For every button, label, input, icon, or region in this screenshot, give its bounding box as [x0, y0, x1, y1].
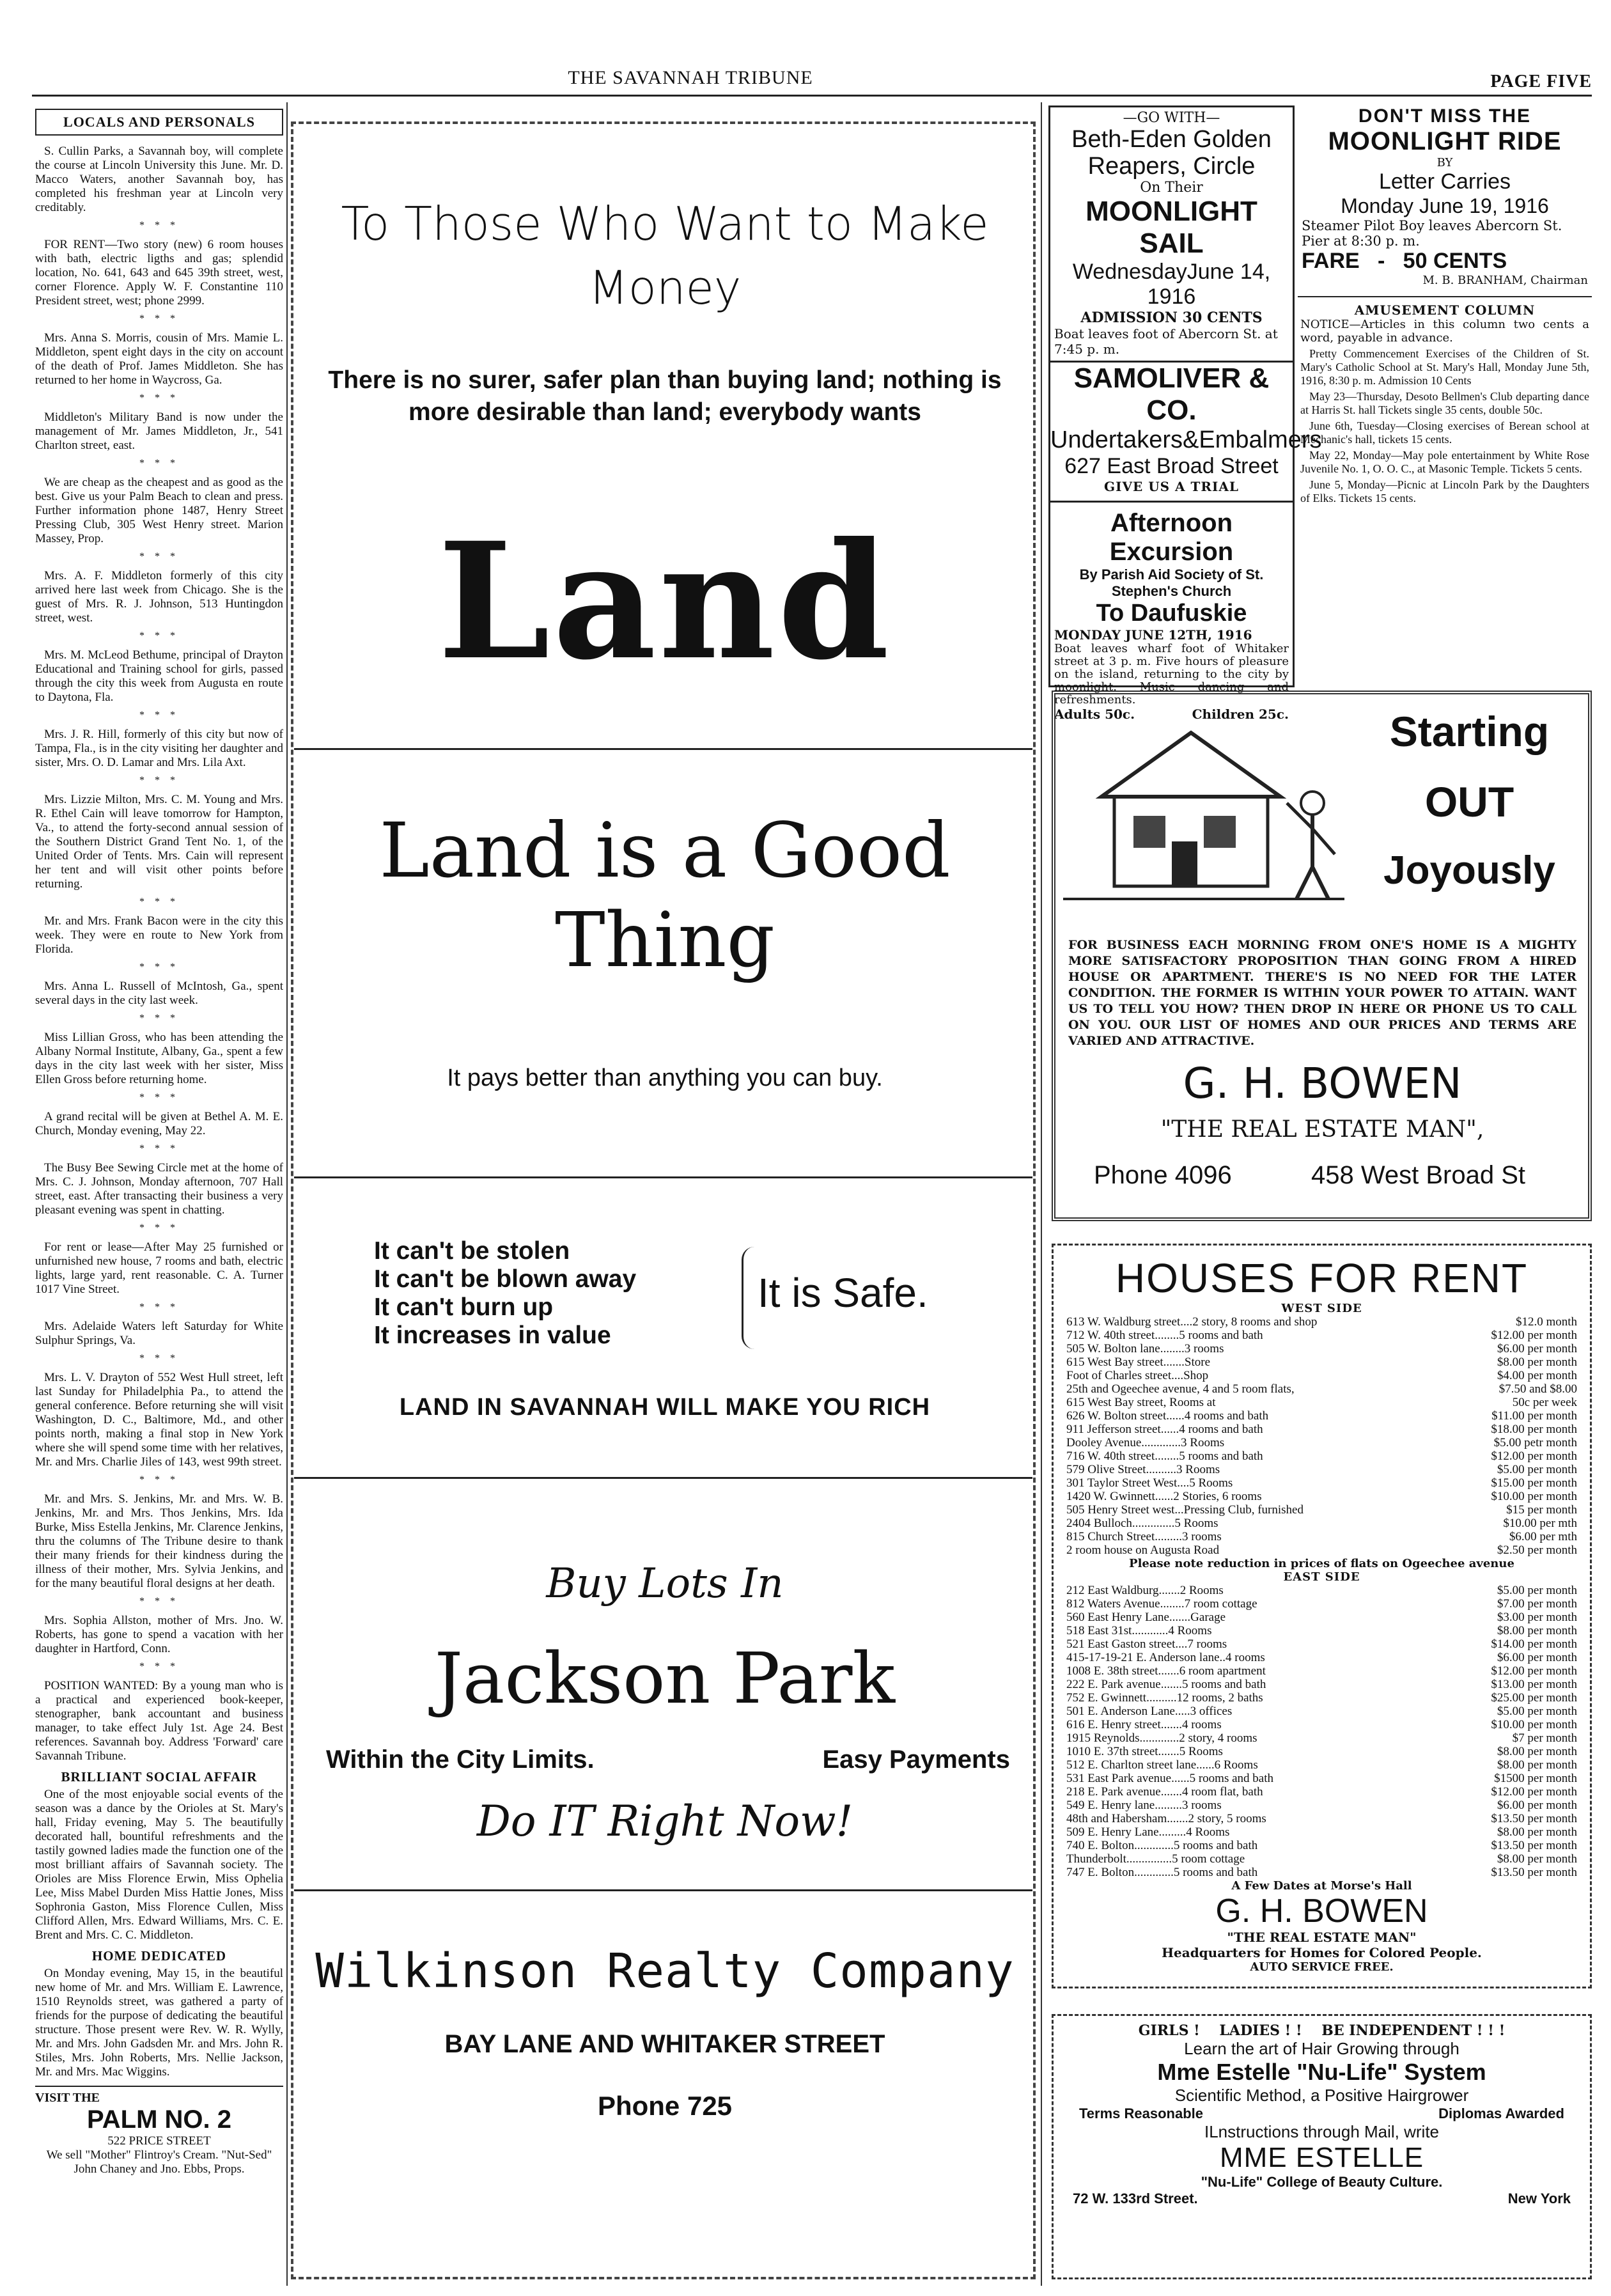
company-name: Wilkinson Realty Company	[315, 1944, 1015, 1999]
rent-row: 25th and Ogeechee avenue, 4 and 5 room flats, $7.50 and $8.00	[1066, 1382, 1577, 1396]
rent-row: 1010 E. 37th street.......5 Rooms $8.00 per month	[1066, 1745, 1577, 1758]
separator: * * *	[139, 1013, 179, 1024]
rent-row: Dooley Avenue.............3 Rooms $5.00 petr month	[1066, 1436, 1577, 1449]
social-heading: BRILLIANT SOCIAL AFFAIR	[61, 1769, 258, 1784]
cant-item: It can't be blown away	[374, 1265, 637, 1293]
excursion-date: MONDAY JUNE 12TH, 1916	[1054, 627, 1252, 643]
amusement-notice: NOTICE—Articles in this column two cents a word, payable in advance.	[1300, 318, 1589, 345]
rent-row: 531 East Park avenue......5 rooms and bath $1500 per month	[1066, 1772, 1577, 1785]
ride-chair: M. B. BRANHAM, Chairman	[1422, 274, 1588, 287]
amusement-item: Pretty Commencement Exercises of the Children of St. Mary's Catholic School at St. Mary's Hall, Monday June 5th, 1916, 8:30 p. m. Admission 10 Cents	[1300, 347, 1589, 387]
rent-row: 521 East Gaston street....7 rooms $14.00 per month	[1066, 1637, 1577, 1651]
amusement-item: May 22, Monday—May pole entertainment by White Rose Juvenile No. 1, O. O. C., at Masonic Temple. Tickets 5 cents.	[1300, 449, 1589, 475]
locals-item: For rent or lease—After May 25 furnished or unfurnished new house, 7 rooms and bath, electric lights, large yard, rent reasonable. C. A. Turner 1017 Vine Street.	[35, 1240, 283, 1296]
separator: * * *	[139, 313, 179, 324]
cant-item: It can't burn up	[374, 1293, 554, 1321]
land-good-thing: Land is a Good Thing	[379, 806, 951, 984]
page-number: PAGE FIVE	[1490, 72, 1592, 91]
estelle-instructions: ILnstructions through Mail, write	[1204, 2122, 1440, 2141]
locals-heading: LOCALS AND PERSONALS	[35, 109, 283, 136]
home-heading: HOME DEDICATED	[91, 1948, 227, 1964]
column-rule	[286, 102, 288, 2286]
rent-row: 1008 E. 38th street.......6 room apartment $12.00 per month	[1066, 1664, 1577, 1678]
samoliver-title: Undertakers&Embalmers	[1050, 426, 1322, 453]
amusement-item: June 5, Monday—Picnic at Lincoln Park by the Daughters of Elks. Tickets 15 cents.	[1300, 478, 1589, 504]
separator: * * *	[139, 393, 179, 403]
houses-ad	[1052, 1244, 1592, 1988]
rent-row: 2 room house on Augusta Road $2.50 per month	[1066, 1543, 1577, 1557]
masthead-rule	[32, 95, 1592, 97]
houses-east-heading: EAST SIDE	[1283, 1570, 1360, 1584]
houses-dates: A Few Dates at Morse's Hall	[1231, 1879, 1412, 1893]
estelle-girls: GIRLS ! LADIES ! ! BE INDEPENDENT ! ! !	[1138, 2022, 1506, 2039]
rent-row: Foot of Charles street....Shop $4.00 per month	[1066, 1369, 1577, 1382]
ride-title: MOONLIGHT RIDE	[1328, 127, 1562, 155]
separator: * * *	[139, 220, 179, 231]
bowen-ad	[1052, 691, 1592, 1221]
land-rich: LAND IN SAVANNAH WILL MAKE YOU RICH	[399, 1394, 931, 1421]
estelle-diplomas: Diplomas Awarded	[1438, 2105, 1564, 2121]
rent-row: 301 Taylor Street West....5 Rooms $15.00 per month	[1066, 1476, 1577, 1490]
ride-carries: Letter Carries	[1379, 169, 1511, 194]
locals-item: Mrs. J. R. Hill, formerly of this city but now of Tampa, Fla., is in the city visiting her daughter and sister, Mrs. O. D. Lamar and Mrs. Lila Axt.	[35, 728, 283, 769]
locals-item: FOR RENT—Two story (new) 6 room houses with bath, electric ligths and gas; splendid location, No. 641, 643 and 645 39th street, west, corner Florence. Apply W. F. Constantine 110 President street, west; phone 2999.	[35, 238, 283, 308]
rent-row: 512 E. Charlton street lane......6 Rooms $8.00 per month	[1066, 1758, 1577, 1772]
houses-auto: AUTO SERVICE FREE.	[1250, 1960, 1394, 1974]
locals-item: Mrs. Anna S. Morris, cousin of Mrs. Mamie L. Middleton, spent eight days in the city on account of the death of Prof. James Middleton. She has returned to her home in Waycross, Ga.	[35, 331, 283, 387]
circle-go: —GO WITH—	[1123, 110, 1220, 126]
circle-name: Beth-Eden Golden Reapers, Circle	[1071, 126, 1272, 180]
rent-row: 747 E. Bolton.............5 rooms and bath $13.50 per month	[1066, 1866, 1577, 1879]
excursion-title: Afternoon Excursion	[1109, 509, 1234, 566]
separator: * * *	[139, 630, 179, 641]
rent-row: 613 W. Waldburg street....2 story, 8 rooms and shop $12.0 month	[1066, 1315, 1577, 1329]
estelle-learn: Learn the art of Hair Growing through	[1184, 2039, 1459, 2058]
ride-dont: DON'T MISS THE	[1358, 105, 1532, 127]
excursion-text: Boat leaves wharf foot of Whitaker street at 3 p. m. Five hours of pleasure on the island, returning to the city by moonlight. Music dancing and refreshments.	[1054, 642, 1289, 707]
separator: * * *	[139, 458, 179, 469]
separator: * * *	[139, 775, 179, 786]
palm-address: 522 PRICE STREET	[107, 2134, 211, 2148]
land-divider	[294, 748, 1032, 750]
brace	[742, 1247, 754, 1349]
locals-item: Middleton's Military Band is now under the management of Mr. James Middleton, Jr., 541 Charlton street, east.	[35, 410, 283, 452]
amusement-item: June 6th, Tuesday—Closing exercises of Berean school at Mechanic's hall, tickets 15 cents.	[1300, 419, 1589, 446]
separator: * * *	[139, 1222, 179, 1233]
houses-hq: Headquarters for Homes for Colored People.	[1162, 1945, 1482, 1960]
rent-row: 626 W. Bolton street......4 rooms and bath $11.00 per month	[1066, 1409, 1577, 1423]
rent-row: 1420 W. Gwinnett......2 Stories, 6 rooms $10.00 per month	[1066, 1490, 1577, 1503]
separator: * * *	[139, 896, 179, 907]
palm-props: John Chaney and Jno. Ebbs, Props.	[74, 2162, 245, 2176]
rent-row: 48th and Habersham.......2 story, 5 rooms $13.50 per month	[1066, 1812, 1577, 1825]
separator: * * *	[139, 962, 179, 972]
excursion-to: To Daufuskie	[1096, 600, 1247, 627]
house-illustration	[1063, 707, 1344, 925]
land-subhead: There is no surer, safer plan than buying land; nothing is more desirable than land; everybody wants	[328, 366, 1002, 426]
land-park: Jackson Park	[434, 1637, 896, 1719]
separator: * * *	[139, 1661, 179, 1672]
locals-item: Mr. and Mrs. Frank Bacon were in the city this week. They were en route to New York from Florida.	[35, 914, 283, 956]
separator: * * *	[139, 1302, 179, 1313]
land-buy: Buy Lots In	[546, 1560, 784, 1607]
rent-row: 911 Jefferson street......4 rooms and bath $18.00 per month	[1066, 1423, 1577, 1436]
rent-row: 579 Olive Street..........3 Rooms $5.00 per month	[1066, 1463, 1577, 1476]
rent-row: 616 E. Henry street.......4 rooms $10.00 per month	[1066, 1718, 1577, 1731]
bowen-address: 458 West Broad St	[1311, 1161, 1525, 1189]
rent-row: 615 West Bay street, Rooms at 50c per week	[1066, 1396, 1577, 1409]
rent-row: 812 Waters Avenue........7 room cottage $7.00 per month	[1066, 1597, 1577, 1611]
bowen-starting: Starting	[1389, 708, 1550, 755]
rent-row: Thunderbolt...............5 room cottage $8.00 per month	[1066, 1852, 1577, 1866]
samoliver-name: SAMOLIVER & CO.	[1073, 363, 1270, 426]
rent-row: 1915 Reynolds.............2 story, 4 rooms $7 per month	[1066, 1731, 1577, 1745]
palm-name: PALM NO. 2	[87, 2105, 231, 2134]
land-divider	[294, 1477, 1032, 1479]
locals-item: Mrs. Adelaide Waters left Saturday for White Sulphur Springs, Va.	[35, 1320, 283, 1347]
paper-name: THE SAVANNAH TRIBUNE	[568, 67, 813, 88]
circle-on: On Their	[1140, 180, 1203, 196]
land-pays: It pays better than anything you can buy.	[447, 1065, 883, 1091]
locals-item: We are cheap as the cheapest and as good as the best. Give us your Palm Beach to clean and press. Further information phone 1487, Henry Street Pressing Club, 305 West Henry street. Marion Massey, Prop.	[35, 476, 283, 545]
cant-item: It can't be stolen	[374, 1237, 570, 1265]
locals-item: Mrs. Lizzie Milton, Mrs. C. M. Young and Mrs. R. Ethel Cain will leave tomorrow for Hampton, Va., to attend the forty-second annual session of the Southern District Grand Tent No. 1, of the United Order of Tents. Mrs. Cain will represent her tent and will visit other points before returning.	[35, 793, 283, 891]
land-big-word: Land	[437, 507, 892, 695]
palm-sell: We sell "Mother" Flintroy's Cream. "Nut-Sed"	[46, 2148, 272, 2162]
circle-date: WednesdayJune 14, 1916	[1072, 260, 1271, 309]
land-divider	[294, 1889, 1032, 1891]
rent-row: 752 E. Gwinnett..........12 rooms, 2 baths $25.00 per month	[1066, 1691, 1577, 1705]
rent-row: 222 E. Park avenue.......5 rooms and bath $13.00 per month	[1066, 1678, 1577, 1691]
rent-row: 212 East Waldburg.......2 Rooms $5.00 per month	[1066, 1584, 1577, 1597]
locals-item: Miss Lillian Gross, who has been attending the Albany Normal Institute, Albany, Ga., spent a few days in the city last week with her sister, Miss Ellen Gross before returning home.	[35, 1031, 283, 1086]
right-top-right-box	[1298, 105, 1592, 684]
amusement-item: May 23—Thursday, Desoto Bellmen's Club departing dance at Harris St. hall Tickets single 35 cents, double 50c.	[1300, 390, 1589, 416]
bowen-phone: Phone 4096	[1094, 1161, 1232, 1189]
column-rule	[1041, 102, 1042, 2286]
separator: * * *	[139, 710, 179, 721]
rent-row: 712 W. 40th street........5 rooms and bath $12.00 per month	[1066, 1329, 1577, 1342]
bowen-text: FOR BUSINESS EACH MORNING FROM ONE'S HOME IS A MIGHTY MORE SATISFACTORY PROPOSITION THAN GOING FROM A HIRED HOUSE OR APARTMENT. THERE'S IS NO NEED FOR THE LATER CONDITION. THE FORMER IS WITHIN YOUR POWER TO ATTAIN. WANT US TO TELL YOU HOW? THEN DROP IN HERE OR PHONE US TO CALL ON YOU. OUR LIST OF HOMES AND OUR PRICES AND TERMS ARE VARIED AND ATTRACTIVE.	[1068, 938, 1576, 1048]
home-text: On Monday evening, May 15, in the beautiful new home of Mr. and Mrs. William E. Lawrence, 1510 Reynolds street, was gathered a party of friends for the purpose of dedicating the beautiful structure. Those present were Rev. W. R. Wylly, Mr. and Mrs. John Gadsden Mr. and Mrs. John R. Stiles, Mrs. John Roberts, Mrs. Nellie Jackson, Mr. and Mrs. Mac Wiggins.	[35, 1967, 283, 2079]
houses-title: HOUSES FOR RENT	[1115, 1255, 1529, 1301]
excursion-by: By Parish Aid Society of St. Stephen's Church	[1079, 566, 1264, 599]
ride-boat: Steamer Pilot Boy leaves Abercorn St. Pier at 8:30 p. m.	[1302, 218, 1562, 249]
locals-item: Mrs. Sophia Allston, mother of Mrs. Jno. W. Roberts, has gone to spend a vacation with her daughter in Hartford, Conn.	[35, 1614, 283, 1655]
separator: * * *	[139, 1474, 179, 1485]
rent-row: 740 E. Bolton.............5 rooms and bath $13.50 per month	[1066, 1839, 1577, 1852]
land-limits: Within the City Limits.	[326, 1745, 595, 1774]
houses-bowen-name: G. H. BOWEN	[1215, 1893, 1428, 1930]
rent-row: 501 E. Anderson Lane.....3 offices $5.00 per month	[1066, 1705, 1577, 1718]
rent-row: 560 East Henry Lane.......Garage $3.00 per month	[1066, 1611, 1577, 1624]
palm-visit: VISIT THE	[35, 2091, 100, 2105]
rent-row: 716 W. 40th street........5 rooms and bath $12.00 per month	[1066, 1449, 1577, 1463]
locals-item: POSITION WANTED: By a young man who is a practical and experienced book-keeper, stenographer, bank accountant and business manager, to take effect July 1st. Age 24. Best references. Savannah boy. Address 'Forward' care Savannah Tribune.	[35, 1679, 283, 1763]
estelle-city: New York	[1507, 2191, 1571, 2206]
land-safe: It is Safe.	[758, 1270, 928, 1316]
locals-item: Mrs. A. F. Middleton formerly of this city arrived here last week from Chicago. She is the guest of Mrs. R. J. Johnson, 513 Huntingdon street, west.	[35, 569, 283, 625]
locals-column	[35, 109, 283, 2283]
separator: * * *	[139, 1353, 179, 1364]
rent-row: 505 Henry Street west...Pressing Club, furnished $15 per month	[1066, 1503, 1577, 1517]
locals-item: Mrs. M. McLeod Bethume, principal of Drayton Educational and Training school for girls, passed through the city this week from Augusta en route to Daytona, Fla.	[35, 648, 283, 704]
social-text: One of the most enjoyable social events of the season was a dance by the Orioles at St. Mary's hall, Friday evening, May 5. The beautifully decorated hall, bountiful refreshments and the tastily gowned ladies made the function one of the most brilliant affairs of Savannah society. The Orioles are Miss Florence Erwin, Miss Ophelia Lee, Miss Mabel Durden Miss Hattie Jones, Miss Sophronia Gaston, Miss Florence Cullen, Miss Clifford Allen, Mrs. Edward Williams, Mrs. C. E. Brent and Mrs. C. C. Middleton.	[35, 1788, 283, 1942]
land-headline: To Those Who Want to Make Money	[341, 197, 989, 315]
land-do-it: Do IT Right Now!	[476, 1797, 853, 1846]
estelle-system: Mme Estelle "Nu-Life" System	[1157, 2059, 1486, 2085]
estelle-scientific: Scientific Method, a Positive Hairgrower	[1174, 2086, 1469, 2105]
samoliver-address: 627 East Broad Street	[1064, 454, 1279, 478]
rent-row: 549 E. Henry lane.........3 rooms $6.00 per month	[1066, 1799, 1577, 1812]
ride-by: BY	[1436, 156, 1453, 169]
bowen-out: OUT	[1424, 778, 1514, 825]
rent-row: 218 E. Park avenue.......4 room flat, bath $12.00 per month	[1066, 1785, 1577, 1799]
locals-item: A grand recital will be given at Bethel A. M. E. Church, Monday evening, May 22.	[35, 1110, 283, 1137]
circle-sail: MOONLIGHT SAIL	[1086, 196, 1257, 259]
separator: * * *	[139, 1596, 179, 1607]
ride-fare: FARE - 50 CENTS	[1302, 249, 1507, 273]
locals-item: Mr. and Mrs. S. Jenkins, Mr. and Mrs. W. B. Jenkins, Mr. and Mrs. Thos Jenkins, Mrs. Ida Burke, Miss Estella Jenkins, Mr. Clarence Jenkins, thru the columns of The Tribune desire to thank their many friends for their kindness during the illness of their mother, Mrs. Sylvia Jenkins, and for the many beautiful floral designs at her death.	[35, 1492, 283, 1590]
estelle-address: 72 W. 133rd Street.	[1073, 2191, 1198, 2206]
rent-row: 518 East 31st............4 Rooms $8.00 per month	[1066, 1624, 1577, 1637]
excursion-adults: Adults 50c.	[1054, 707, 1135, 722]
samoliver-trial: GIVE US A TRIAL	[1104, 479, 1239, 494]
houses-bowen-man: "THE REAL ESTATE MAN"	[1227, 1930, 1417, 1945]
houses-west-heading: WEST SIDE	[1281, 1302, 1362, 1315]
cant-item: It increases in value	[374, 1322, 611, 1349]
separator: * * *	[139, 1092, 179, 1103]
land-payments: Easy Payments	[822, 1745, 1010, 1774]
estelle-ad	[1052, 2014, 1592, 2279]
estelle-college: "Nu-Life" College of Beauty Culture.	[1201, 2174, 1443, 2190]
rent-row: 815 Church Street.........3 rooms $6.00 per mth	[1066, 1530, 1577, 1543]
separator: * * *	[139, 1143, 179, 1154]
right-top-left-box	[1048, 105, 1322, 722]
bowen-joyously: Joyously	[1383, 848, 1555, 893]
company-phone: Phone 725	[597, 2091, 733, 2121]
estelle-terms: Terms Reasonable	[1079, 2105, 1204, 2121]
locals-item: Mrs. Anna L. Russell of McIntosh, Ga., spent several days in the city last week.	[35, 980, 283, 1007]
rent-row: 615 West Bay street.......Store $8.00 per month	[1066, 1355, 1577, 1369]
locals-item: Mrs. L. V. Drayton of 552 West Hull street, left last Sunday for Philadelphia Pa., to attend the general conference. Before returning she will visit Washington, D. C., Baltimore, Md., and other points north, making a final stop in New York where she will spend some time with her relatives, Mr. and Mrs. Charlie Jiles of 143, west 99th street.	[35, 1371, 283, 1469]
amusement-heading: AMUSEMENT COLUMN	[1354, 302, 1536, 318]
cant-list	[374, 1237, 732, 1350]
rent-row: 2404 Bulloch..............5 Rooms $10.00 per mth	[1066, 1517, 1577, 1530]
locals-item: S. Cullin Parks, a Savannah boy, will complete the course at Lincoln University this June. Mr. D. Macco Waters, another Savannah boy, has completed his freshman year at Lincoln very creditably.	[35, 144, 283, 214]
company-street: BAY LANE AND WHITAKER STREET	[444, 2030, 885, 2058]
land-divider	[294, 1176, 1032, 1178]
separator: * * *	[139, 551, 179, 562]
rent-row: 509 E. Henry Lane.........4 Rooms $8.00 per month	[1066, 1825, 1577, 1839]
bowen-man: "THE REAL ESTATE MAN",	[1160, 1116, 1484, 1143]
bowen-name: G. H. BOWEN	[1183, 1059, 1462, 1108]
circle-admission: ADMISSION 30 CENTS	[1080, 309, 1263, 326]
estelle-name: MME ESTELLE	[1219, 2142, 1424, 2173]
houses-note: Please note reduction in prices of flats on Ogeechee avenue	[1129, 1557, 1514, 1570]
rent-row: 415-17-19-21 E. Anderson lane..4 rooms $6.00 per month	[1066, 1651, 1577, 1664]
locals-item: The Busy Bee Sewing Circle met at the home of Mrs. C. J. Johnson, Monday afternoon, 707 Hall street, east. After transacting their business a very pleasant evening was spent in chatting.	[35, 1161, 283, 1217]
excursion-children: Children 25c.	[1192, 707, 1289, 722]
ride-date: Monday June 19, 1916	[1341, 194, 1549, 217]
circle-boat: Boat leaves foot of Abercorn St. at 7:45 p. m.	[1054, 326, 1278, 357]
rent-row: 505 W. Bolton lane........3 rooms $6.00 per month	[1066, 1342, 1577, 1355]
